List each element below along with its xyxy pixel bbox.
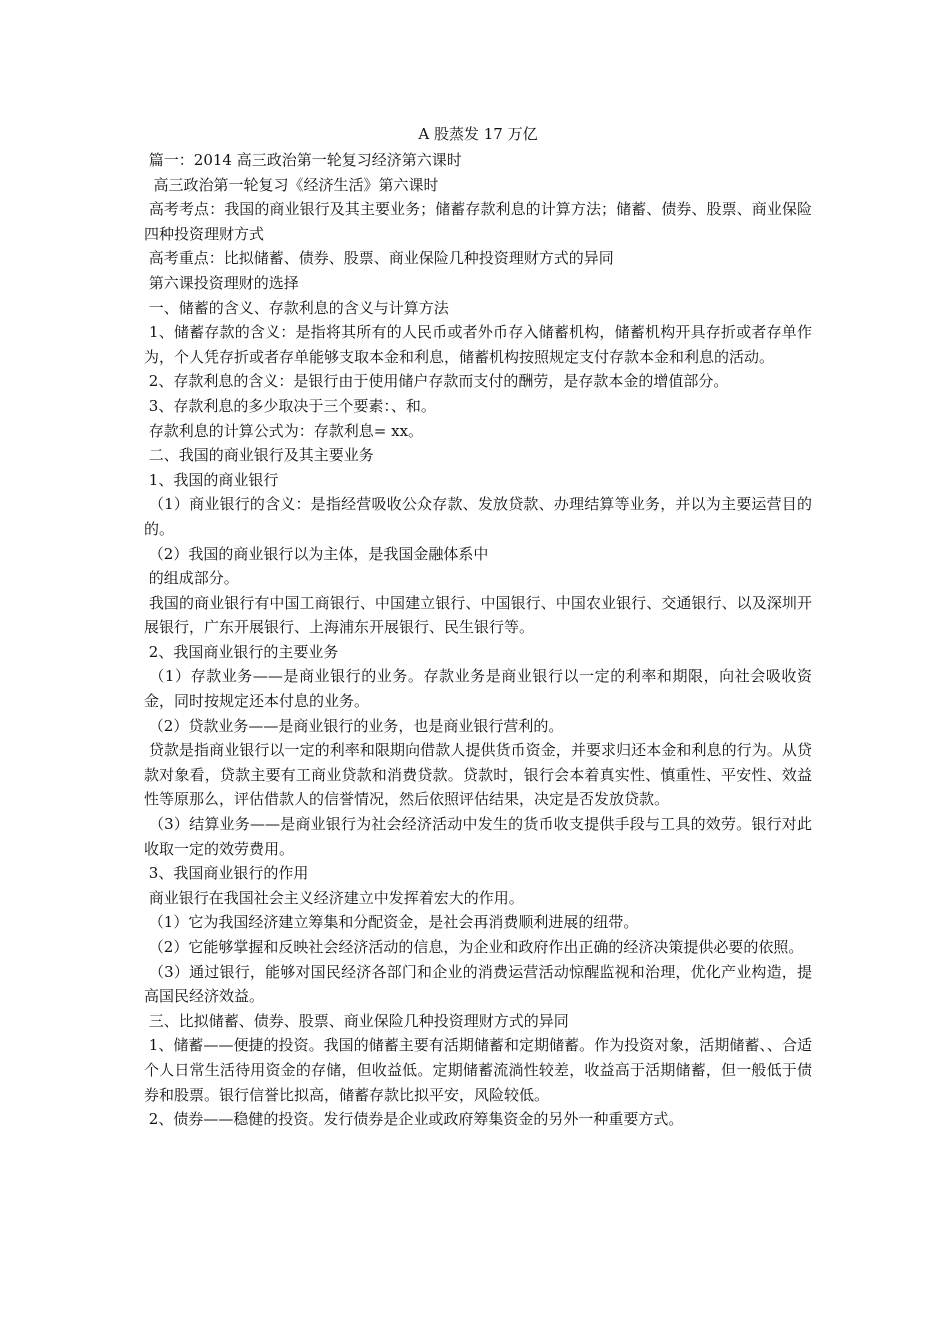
- paragraph: （1）存款业务——是商业银行的业务。存款业务是商业银行以一定的利率和期限，向社会吸收资金，同时按规定还本付息的业务。: [144, 667, 812, 711]
- document-title: A 股蒸发 17 万亿: [418, 125, 538, 143]
- paragraph: 篇一：2014 高三政治第一轮复习经济第六课时: [144, 151, 462, 169]
- paragraph: （2）我国的商业银行以为主体，是我国金融体系中: [144, 544, 489, 563]
- paragraph: 2、我国商业银行的主要业务: [144, 642, 339, 661]
- paragraph: 贷款是指商业银行以一定的利率和限期向借款人提供货币资金，并要求归还本金和利息的行为。从贷款对象看，贷款主要有工商业贷款和消费贷款。贷款时，银行会本着真实性、慎重性、平安性、效益性等原那么，评估借款人的信誉情况，然后依照评估结果，决定是否发放贷款。: [144, 741, 812, 809]
- paragraph: （3）结算业务——是商业银行为社会经济活动中发生的货币收支提供手段与工具的效劳。银行对此收取一定的效劳费用。: [144, 815, 812, 858]
- paragraph: 1、我国的商业银行: [144, 470, 279, 489]
- paragraph: 二、我国的商业银行及其主要业务: [144, 446, 374, 465]
- paragraph: 3、存款利息的多少取决于三个要素：、和。: [144, 396, 436, 415]
- paragraph: （1）它为我国经济建立筹集和分配资金，是社会再消费顺利进展的纽带。: [144, 913, 639, 932]
- paragraph: 三、比拟储蓄、债券、股票、商业保险几种投资理财方式的异同: [144, 1011, 569, 1030]
- paragraph: 2、存款利息的含义：是银行由于使用储户存款而支付的酬劳，是存款本金的增值部分。: [144, 372, 729, 391]
- paragraph: 高考考点：我国的商业银行及其主要业务；储蓄存款利息的计算方法；储蓄、债券、股票、商业保险四种投资理财方式: [144, 200, 812, 243]
- paragraph: 1、储蓄——便捷的投资。我国的储蓄主要有活期储蓄和定期储蓄。作为投资对象，活期储蓄、、合适个人日常生活待用资金的存储，但收益低。定期储蓄流淌性较差，收益高于活期储蓄，但一般低于债券和股票。银行信誉比拟高，储蓄存款比拟平安，风险较低。: [144, 1036, 812, 1104]
- paragraph: （2）贷款业务——是商业银行的业务，也是商业银行营利的。: [144, 716, 564, 735]
- paragraph: （3）通过银行，能够对国民经济各部门和企业的消费运营活动惊醒监视和治理，优化产业构造，提高国民经济效益。: [144, 962, 812, 1006]
- paragraph: 一、储蓄的含义、存款利息的含义与计算方法: [144, 298, 449, 317]
- paragraph: （1）商业银行的含义：是指经营吸收公众存款、发放贷款、办理结算等业务，并以为主要运营目的的。: [144, 495, 812, 538]
- paragraph: 商业银行在我国社会主义经济建立中发挥着宏大的作用。: [144, 888, 524, 907]
- document-page: [144, 122, 812, 1132]
- paragraph: 第六课投资理财的选择: [144, 273, 299, 292]
- paragraph: 的组成部分。: [144, 569, 239, 588]
- paragraph: （2）它能够掌握和反映社会经济活动的信息，为企业和政府作出正确的经济决策提供必要的依照。: [144, 938, 804, 956]
- paragraph: 高考重点：比拟储蓄、债券、股票、商业保险几种投资理财方式的异同: [144, 249, 614, 268]
- paragraph: 2、债券——稳健的投资。发行债券是企业或政府筹集资金的另外一种重要方式。: [144, 1110, 684, 1129]
- document-body: [144, 148, 812, 1132]
- paragraph: 我国的商业银行有中国工商银行、中国建立银行、中国银行、中国农业银行、交通银行、以及深圳开展银行，广东开展银行、上海浦东开展银行、民生银行等。: [144, 593, 812, 637]
- paragraph: 高三政治第一轮复习《经济生活》第六课时: [144, 175, 439, 194]
- paragraph: 存款利息的计算公式为：存款利息= xx。: [144, 421, 424, 440]
- paragraph: 3、我国商业银行的作用: [144, 864, 309, 883]
- paragraph: 1、储蓄存款的含义：是指将其所有的人民币或者外币存入储蓄机构，储蓄机构开具存折或者存单作为，个人凭存折或者存单能够支取本金和利息，储蓄机构按照规定支付存款本金和利息的活动。: [144, 323, 812, 366]
